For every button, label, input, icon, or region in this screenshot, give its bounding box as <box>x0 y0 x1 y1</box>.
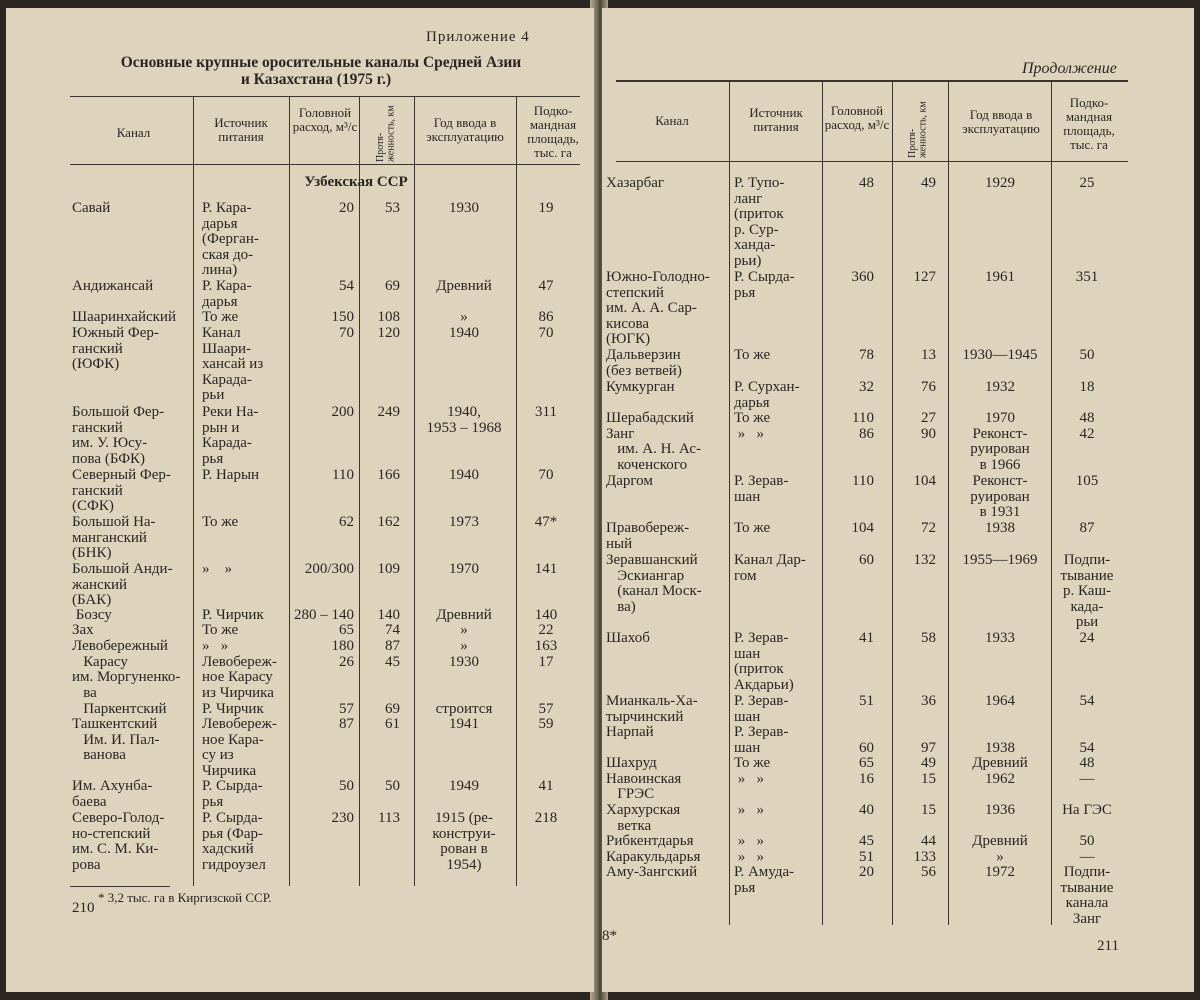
cell-area: 218 <box>534 810 558 826</box>
cell-src: Левобереж- ное Кара- су из Чирчика <box>202 716 277 779</box>
header-length: Протя-женность, км <box>375 105 397 162</box>
cell-flow: 45 51 20 <box>859 833 874 880</box>
cell-len: 53 <box>385 200 400 216</box>
cell-name: Кумкурган <box>606 379 675 395</box>
cell-name: Зеравшанский Эскиангар (канал Моск- ва) <box>606 552 702 615</box>
cell-year: 1929 <box>985 175 1015 191</box>
cell-len: 72 <box>921 520 936 536</box>
cell-area: 59 <box>538 716 554 732</box>
footnote: * 3,2 тыс. га в Киргизской ССР. <box>98 890 272 905</box>
cell-flow: 41 <box>859 630 874 646</box>
cell-len: 108 <box>377 309 400 325</box>
header-top-rule <box>70 96 580 97</box>
header-length: Протя-женность, км <box>907 101 929 158</box>
continuation-label: Продолжение <box>1022 60 1117 77</box>
cell-flow: 110 <box>332 467 354 483</box>
cell-name: Большой На- манганский (БНК) <box>72 514 156 561</box>
cell-area: 57 <box>538 701 554 717</box>
cell-year: Древний <box>436 607 492 623</box>
cell-year: » 1930 <box>449 638 479 670</box>
cell-len: 58 <box>921 630 936 646</box>
cell-src: Реки На- рын и Карада- рья <box>202 404 259 467</box>
cell-flow: 104 <box>851 520 874 536</box>
header-canal: Канал <box>655 113 689 128</box>
cell-src: То же <box>734 347 771 363</box>
cell-year: 1970 <box>449 561 479 577</box>
cell-len: 249 <box>377 404 400 420</box>
cell-flow: 65 16 <box>859 755 874 787</box>
header-area: Подко-мандная площадь, тыс. га <box>527 103 579 160</box>
cell-len: 44 133 56 <box>913 833 936 880</box>
cell-flow: 87 <box>339 716 354 732</box>
cell-len: 140 <box>377 607 400 623</box>
page-number-right: 211 <box>1097 938 1119 954</box>
header-source: Источник питания <box>214 115 268 144</box>
cell-len: 87 45 <box>385 638 400 670</box>
cell-len: 74 <box>385 622 400 638</box>
cell-name: Южный Фер- ганский (ЮФК) <box>72 325 159 372</box>
cell-src: » » <box>202 561 232 577</box>
cell-flow: 32 <box>859 379 874 395</box>
cell-src: Р. Сырда- рья <box>734 269 795 301</box>
cell-area: 351 <box>1075 269 1099 285</box>
cell-area: 163 17 <box>534 638 558 670</box>
cell-area: 311 <box>535 404 557 420</box>
cell-name: Рибкентдарья Каракульдарья Аму-Зангский <box>606 833 701 880</box>
cell-src: Р. Зерав- шан <box>734 724 789 756</box>
right-page <box>602 8 1194 992</box>
cell-flow: 50 <box>339 778 354 794</box>
cell-area: 48 — <box>1079 755 1095 787</box>
cell-len: 50 <box>385 778 400 794</box>
col-divider <box>892 80 893 925</box>
cell-year: 1938 <box>985 739 1015 756</box>
cell-src: То же » » <box>734 410 771 442</box>
cell-area: 87 <box>1079 520 1095 536</box>
header-source: Источник питания <box>749 105 803 134</box>
cell-flow: 110 <box>852 473 874 489</box>
left-page <box>6 8 594 992</box>
cell-year: 1936 <box>985 802 1015 818</box>
cell-len: 61 <box>385 716 400 732</box>
cell-year: » <box>460 309 468 325</box>
cell-len: 166 <box>377 467 400 483</box>
cell-name: Савай <box>72 200 111 216</box>
cell-name: Южно-Голодно- степский им. А. А. Сар- кисова (ЮГК) <box>606 269 710 347</box>
cell-len: 127 <box>913 269 936 285</box>
cell-flow: 40 <box>859 802 874 818</box>
cell-year: 1949 <box>449 778 479 794</box>
cell-src: Р. Кара- дарья <box>202 278 252 310</box>
cell-src: Р. Сырда- рья (Фар- хадский гидроузел <box>202 810 266 873</box>
cell-year: 1933 <box>985 630 1015 646</box>
cell-len: 76 <box>921 379 936 395</box>
cell-year: 1938 <box>985 520 1015 536</box>
cell-flow: 150 <box>331 309 354 325</box>
cell-year: 1930—1945 <box>962 347 1038 363</box>
header-flow: Головной расход, м³/с <box>824 103 890 132</box>
cell-len: 97 <box>921 739 936 756</box>
cell-len: 27 90 <box>921 410 936 442</box>
cell-name: Нарпай <box>606 724 654 740</box>
cell-year: Реконст- руирован в 1931 <box>970 473 1030 520</box>
cell-len: 113 <box>378 810 400 826</box>
cell-len: 49 <box>921 175 936 191</box>
cell-area: 41 <box>538 778 554 794</box>
cell-area: 50 — Подпи- тывание канала Занг <box>1060 833 1114 927</box>
cell-flow: 200/300 <box>304 561 354 577</box>
cell-name: Даргом <box>606 473 653 489</box>
cell-len: 69 <box>385 278 400 294</box>
cell-name: Северный Фер- ганский (СФК) <box>72 467 171 514</box>
cell-flow: 280 – 140 <box>294 607 354 623</box>
cell-src: Р. Чирчик <box>202 701 264 717</box>
cell-len: 104 <box>913 473 936 489</box>
cell-name: Левобережный Карасу им. Моргуненко- ва <box>72 638 181 701</box>
cell-year: Древний 1962 <box>972 755 1028 787</box>
cell-year: 1961 <box>985 269 1015 285</box>
cell-year: 1970 Реконст- руирован в 1966 <box>970 410 1030 473</box>
cell-year: 1973 <box>449 514 479 530</box>
header-year: Год ввода в эксплуатацию <box>426 115 504 144</box>
cell-src: Р. Кара- дарья (Ферган- ская до- лина) <box>202 200 259 278</box>
cell-src: Канал Дар- гом <box>734 552 806 584</box>
cell-len: 13 <box>921 347 936 363</box>
cell-src: Р. Зерав- шан (приток Акдарьи) <box>734 630 794 693</box>
cell-year: 1932 <box>985 379 1015 395</box>
cell-name: Большой Анди- жанский (БАК) <box>72 561 173 608</box>
cell-src: Р. Тупо- ланг (приток р. Сур- ханда- рьи) <box>734 175 785 269</box>
cell-name: Бозсу <box>72 607 112 623</box>
cell-flow: 200 <box>331 404 354 420</box>
cell-src: То же <box>202 622 239 638</box>
header-bottom-rule <box>70 164 580 165</box>
cell-name: Хазарбаг <box>606 175 665 191</box>
cell-area: 47 <box>538 278 554 294</box>
header-canal: Канал <box>116 125 151 140</box>
table-title-line1: Основные крупные оросительные каналы Средней Азии <box>120 54 522 71</box>
cell-flow: 65 <box>339 622 354 638</box>
cell-flow: 70 <box>339 325 354 341</box>
cell-name: Шахруд Навоинская ГРЭС <box>606 755 682 802</box>
cell-year: строится <box>435 701 493 717</box>
cell-area: 47* <box>534 514 558 530</box>
cell-name: Шааринхайский <box>72 309 176 325</box>
cell-flow: 20 <box>339 200 354 216</box>
cell-year: 1915 (ре- конструи- рован в 1954) <box>432 810 496 873</box>
cell-name: Дальверзин (без ветвей) <box>606 347 682 379</box>
cell-name: Зах <box>72 622 94 638</box>
cell-flow: 60 <box>859 552 874 568</box>
cell-year: 1940 <box>449 467 479 483</box>
cell-len: 109 <box>377 561 400 577</box>
cell-name: Мианкаль-Ха- тырчинский <box>606 693 698 725</box>
cell-flow: 48 <box>859 175 874 191</box>
cell-flow: 57 <box>339 701 354 717</box>
header-area: Подко-мандная площадь, тыс. га <box>1063 95 1115 152</box>
cell-len: 120 <box>377 325 400 341</box>
cell-src: Р. Зерав- шан <box>734 473 789 505</box>
cell-src: Р. Сурхан- дарья <box>734 379 800 411</box>
cell-area: 54 <box>1079 693 1095 709</box>
cell-name: Правобереж- ный <box>606 520 690 552</box>
cell-area: 25 <box>1079 175 1095 191</box>
cell-name: Хархурская ветка <box>606 802 681 834</box>
cell-flow: 54 <box>339 278 354 294</box>
cell-area: 22 <box>538 622 554 638</box>
cell-area: 140 <box>534 607 558 623</box>
cell-len: 69 <box>385 701 400 717</box>
cell-len: 132 <box>913 552 936 568</box>
cell-year: 1930 <box>449 200 479 216</box>
cell-flow: 110 86 <box>852 410 874 442</box>
cell-year: 1955—1969 <box>962 552 1038 568</box>
footnote-rule <box>70 886 170 887</box>
appendix-label: Приложение 4 <box>426 29 530 45</box>
section-uzbek-ssr: Узбекская ССР <box>304 174 408 190</box>
cell-src: То же <box>202 309 239 325</box>
cell-area: 70 <box>538 325 554 341</box>
cell-len: 49 15 <box>921 755 936 787</box>
cell-len: 36 <box>921 693 936 709</box>
cell-year: 1940, 1953 – 1968 <box>426 404 502 436</box>
cell-year: » <box>460 622 468 638</box>
cell-flow: 51 <box>859 693 874 709</box>
cell-flow: 60 <box>859 739 874 756</box>
cell-name: Шахоб <box>606 630 650 646</box>
cell-area: 70 <box>538 467 554 483</box>
cell-len: 162 <box>377 514 400 530</box>
cell-src: То же <box>734 520 771 536</box>
cell-src: Р. Сырда- рья <box>202 778 263 810</box>
cell-name: Северо-Голод- но-степский им. С. М. Ки- рова <box>72 810 165 873</box>
cell-area: На ГЭС <box>1062 802 1112 818</box>
header-flow: Головной расход, м³/с <box>292 105 358 134</box>
cell-name: Паркентский <box>72 701 167 717</box>
cell-flow: 230 <box>331 810 354 826</box>
cell-src: То же » » <box>734 755 771 787</box>
cell-flow: 62 <box>339 514 354 530</box>
cell-area: 19 <box>538 200 554 216</box>
cell-area: 50 <box>1079 347 1095 363</box>
cell-year: Древний <box>436 278 492 294</box>
cell-name: Им. Ахунба- баева <box>72 778 153 810</box>
cell-src: Р. Нарын <box>202 467 260 483</box>
signature-mark: 8* <box>602 928 617 944</box>
col-divider <box>193 96 194 886</box>
cell-src: » » Левобереж- ное Карасу из Чирчика <box>202 638 277 701</box>
cell-year: 1964 <box>985 693 1015 709</box>
cell-year: Древний » 1972 <box>972 833 1028 880</box>
cell-src: Канал Шаари- хансай из Карада- рьи <box>202 325 264 403</box>
cell-area: 54 <box>1079 739 1095 756</box>
cell-flow: 78 <box>859 347 874 363</box>
cell-src: » » <box>734 802 764 818</box>
cell-name: Андижансай <box>72 278 154 294</box>
cell-name: Большой Фер- ганский им. У. Юсу- пова (БФК) <box>72 404 165 467</box>
cell-area: Подпи- тывание р. Каш- када- рьи 24 <box>1060 552 1114 646</box>
cell-year: 1941 <box>449 716 479 732</box>
cell-flow: 360 <box>851 269 874 285</box>
page-number-left: 210 <box>72 900 95 916</box>
cell-area: 141 <box>534 561 558 577</box>
cell-year: 1940 <box>449 325 479 341</box>
cell-area: 86 <box>538 309 554 325</box>
cell-area: 18 <box>1079 379 1095 395</box>
cell-src: » » » » Р. Амуда- рья <box>734 833 795 896</box>
cell-area: 105 <box>1075 473 1099 489</box>
cell-src: Р. Чирчик <box>202 607 264 623</box>
table-title-line2: и Казахстана (1975 г.) <box>240 71 392 88</box>
cell-name: Шерабадский Занг им. А. Н. Ас- коченского <box>606 410 702 473</box>
cell-src: То же <box>202 514 239 530</box>
cell-flow: 180 26 <box>331 638 354 670</box>
cell-area: 48 42 <box>1079 410 1095 442</box>
cell-src: Р. Зерав- шан <box>734 693 789 725</box>
cell-name: Ташкентский Им. И. Пал- ванова <box>72 716 160 763</box>
header-year: Год ввода в эксплуатацию <box>962 107 1040 136</box>
cell-len: 15 <box>921 802 936 818</box>
